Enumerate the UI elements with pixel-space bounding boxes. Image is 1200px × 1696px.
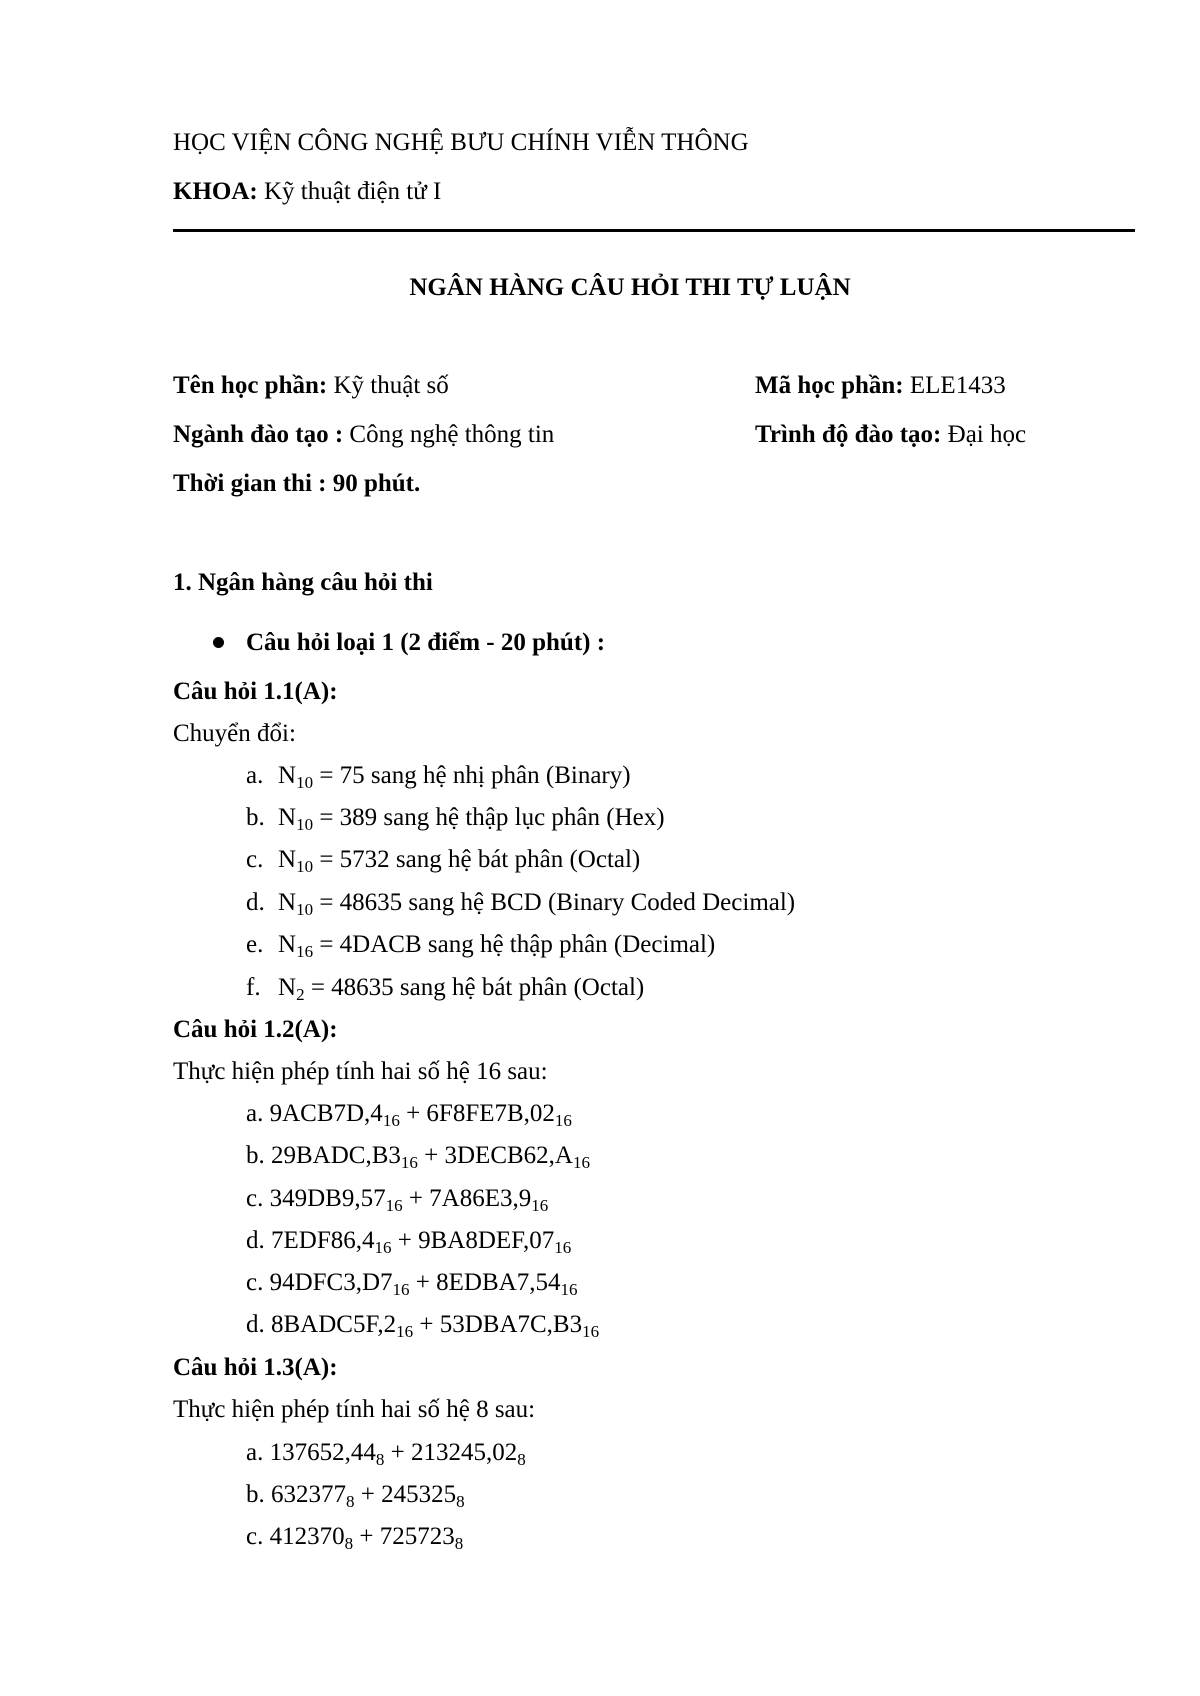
base-1: 16: [382, 1111, 400, 1130]
operand-1: c. 349DB9,57: [246, 1185, 386, 1212]
item-base: 10: [296, 900, 314, 919]
base-1: 16: [392, 1280, 410, 1299]
question-type-1: Câu hỏi loại 1 (2 điểm - 20 phút) :: [246, 629, 606, 656]
course-code-line: [755, 371, 1006, 401]
item-label: d.: [246, 889, 265, 916]
operand-2: + 53DBA7C,B3: [413, 1311, 583, 1338]
list-item: [246, 930, 715, 960]
list-item: [246, 761, 631, 791]
list-item: [246, 1268, 577, 1298]
header-divider: [173, 229, 1135, 232]
item-var: N: [278, 804, 297, 831]
base-1: 8: [346, 1492, 355, 1511]
list-item: [246, 888, 795, 918]
operand-1: d. 7EDF86,4: [246, 1227, 375, 1254]
operand-2: + 245325: [354, 1481, 457, 1508]
question-1-2-intro: Thực hiện phép tính hai số hệ 16 sau:: [173, 1058, 548, 1085]
item-base: 10: [296, 857, 314, 876]
bullet-icon: [213, 637, 224, 648]
faculty-value: Kỹ thuật điện tử I: [263, 178, 442, 205]
item-var: N: [278, 931, 297, 958]
list-item: [246, 1310, 599, 1340]
question-1-2-title: Câu hỏi 1.2(A):: [173, 1016, 338, 1043]
operand-2: + 9BA8DEF,07: [391, 1227, 555, 1254]
item-var: N: [278, 889, 297, 916]
list-item: [246, 845, 640, 875]
operand-1: b. 29BADC,B3: [246, 1142, 401, 1169]
list-item: [246, 1522, 463, 1552]
item-text: = 48635 sang hệ BCD (Binary Coded Decimal): [313, 889, 796, 916]
operand-2: + 725723: [353, 1523, 455, 1550]
list-item: [246, 973, 644, 1003]
list-item: [246, 1480, 465, 1510]
question-1-1-title: Câu hỏi 1.1(A):: [173, 678, 338, 705]
item-base: 16: [296, 942, 314, 961]
base-1: 8: [344, 1534, 354, 1553]
faculty-label: KHOA:: [173, 178, 258, 205]
item-base: 10: [296, 773, 314, 792]
page-title: NGÂN HÀNG CÂU HỎI THI TỰ LUẬN: [409, 274, 851, 301]
operand-1: c. 94DFC3,D7: [246, 1269, 393, 1296]
operand-1: a. 9ACB7D,4: [246, 1100, 383, 1127]
level-label: Trình độ đào tạo:: [755, 421, 942, 448]
item-label: f.: [246, 974, 261, 1001]
item-label: b.: [246, 804, 265, 831]
institute-name: HỌC VIỆN CÔNG NGHỆ BƯU CHÍNH VIỄN THÔNG: [173, 129, 749, 156]
item-label: c.: [246, 846, 264, 873]
item-base: 2: [296, 985, 305, 1004]
base-1: 16: [385, 1196, 403, 1215]
list-item: [246, 1226, 571, 1256]
item-var: N: [278, 846, 297, 873]
base-1: 16: [374, 1238, 392, 1257]
operand-2: + 6F8FE7B,02: [399, 1100, 555, 1127]
item-base: 10: [296, 815, 314, 834]
operand-1: d. 8BADC5F,2: [246, 1311, 397, 1338]
operand-2: + 213245,02: [384, 1439, 518, 1466]
item-var: N: [278, 974, 297, 1001]
item-text: = 389 sang hệ thập lục phân (Hex): [313, 804, 665, 831]
base-2: 16: [560, 1280, 578, 1299]
base-2: 8: [456, 1492, 465, 1511]
item-text: = 75 sang hệ nhị phân (Binary): [313, 762, 631, 789]
major-value: Công nghệ thông tin: [349, 421, 555, 448]
operand-2: + 7A86E3,9: [402, 1185, 532, 1212]
base-2: 16: [582, 1322, 600, 1341]
operand-1: c. 412370: [246, 1523, 345, 1550]
list-item: [246, 1438, 526, 1468]
question-1-3-title: Câu hỏi 1.3(A):: [173, 1354, 338, 1381]
major-line: [173, 420, 554, 450]
list-item: [246, 1141, 590, 1171]
base-1: 8: [375, 1450, 385, 1469]
item-var: N: [278, 762, 297, 789]
question-1-3-intro: Thực hiện phép tính hai số hệ 8 sau:: [173, 1396, 536, 1423]
course-code-label: Mã học phần:: [755, 372, 904, 399]
item-label: a.: [246, 762, 264, 789]
level-value: Đại học: [947, 421, 1027, 448]
item-text: = 4DACB sang hệ thập phân (Decimal): [313, 931, 716, 958]
list-item: [246, 803, 665, 833]
level-line: [755, 420, 1026, 450]
operand-1: b. 632377: [246, 1481, 346, 1508]
course-name-line: [173, 371, 449, 401]
base-1: 16: [400, 1153, 418, 1172]
item-text: = 48635 sang hệ bát phân (Octal): [304, 974, 645, 1001]
question-1-1-intro: Chuyển đổi:: [173, 720, 296, 747]
item-text: = 5732 sang hệ bát phân (Octal): [313, 846, 641, 873]
course-name-value: Kỹ thuật số: [333, 372, 449, 399]
base-2: 16: [554, 1111, 572, 1130]
list-item: [246, 1099, 572, 1129]
base-2: 16: [572, 1153, 590, 1172]
base-1: 16: [396, 1322, 414, 1341]
item-label: e.: [246, 931, 264, 958]
section-heading: 1. Ngân hàng câu hỏi thi: [173, 569, 433, 596]
base-2: 8: [454, 1534, 464, 1553]
exam-time: Thời gian thi : 90 phút.: [173, 470, 421, 497]
operand-2: + 3DECB62,A: [417, 1142, 573, 1169]
base-2: 8: [517, 1450, 526, 1469]
list-item: [246, 1184, 548, 1214]
base-2: 16: [531, 1196, 549, 1215]
course-name-label: Tên học phần:: [173, 372, 328, 399]
base-2: 16: [554, 1238, 572, 1257]
operand-2: + 8EDBA7,54: [409, 1269, 561, 1296]
course-code-value: ELE1433: [909, 372, 1006, 399]
faculty-line: [173, 177, 441, 207]
operand-1: a. 137652,44: [246, 1439, 376, 1466]
major-label: Ngành đào tạo :: [173, 421, 344, 448]
